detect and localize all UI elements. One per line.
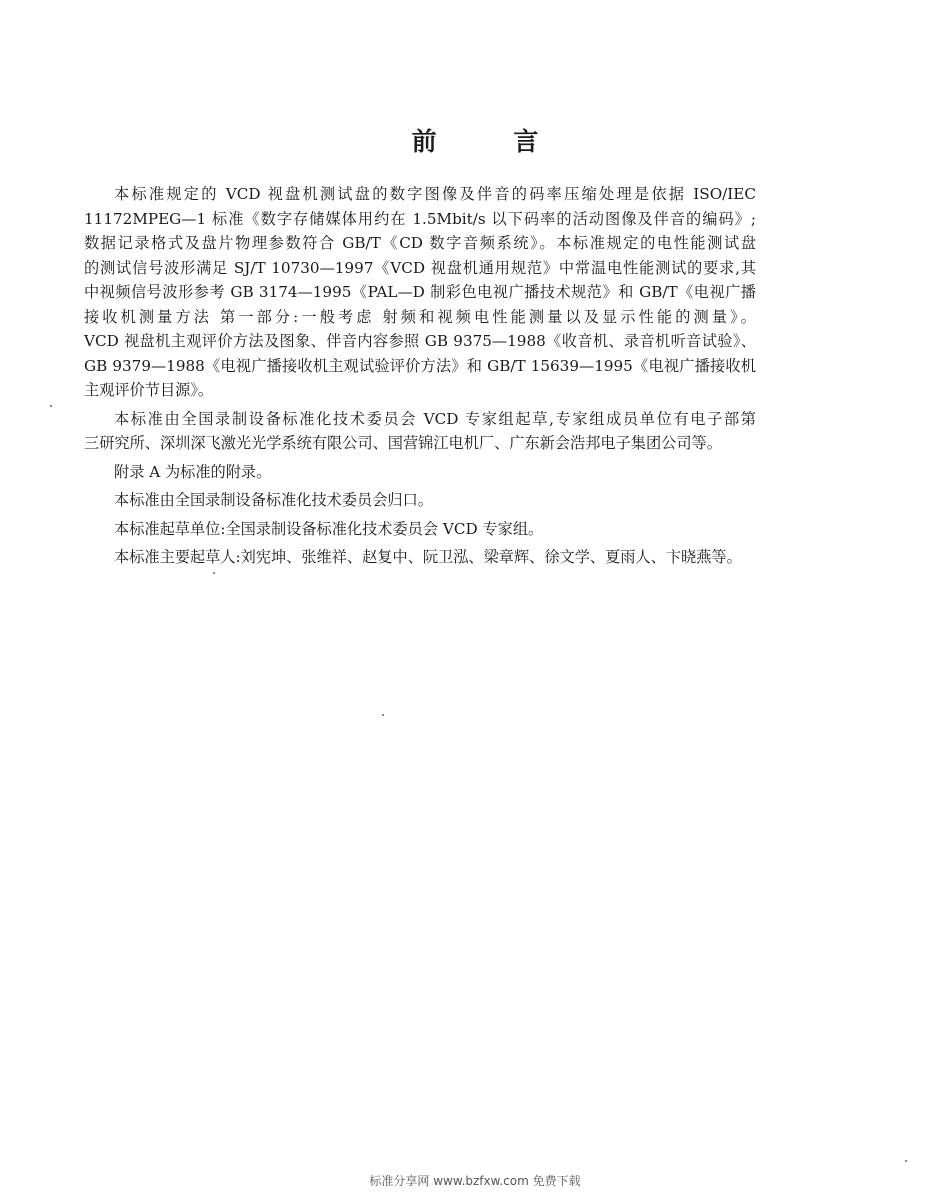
paragraph-line: 本标准由全国录制设备标准化技术委员会 VCD 专家组起草,专家组成员单位有电子部第	[114, 409, 756, 428]
paragraph-line: VCD 视盘机主观评价方法及图象、伴音内容参照 GB 9375—1988《收音机、录音机听音试验》、	[84, 332, 756, 350]
preface-body	[84, 182, 756, 570]
paragraph-line: 接收机测量方法 第一部分:一般考虑 射频和视频电性能测量以及显示性能的测量》。	[84, 307, 756, 326]
paragraph-line: 的测试信号波形满足 SJ/T 10730—1997《VCD 视盘机通用规范》中常温电性能测试的要求,其	[84, 258, 756, 277]
paragraph-line: 本标准由全国录制设备标准化技术委员会归口。	[114, 491, 433, 509]
scan-speck	[213, 572, 215, 574]
paragraph-line: 本标准规定的 VCD 视盘机测试盘的数字图像及伴音的码率压缩处理是依据 ISO/IEC	[114, 185, 756, 203]
footer-watermark: 标准分享网 www.bzfxw.com 免费下载	[369, 1174, 581, 1188]
paragraph-line: 三研究所、深圳深飞激光光学系统有限公司、国营锦江电机厂、广东新会浩邦电子集团公司等。	[84, 434, 722, 452]
paragraph-line: 附录 A 为标准的附录。	[114, 462, 272, 481]
scan-speck	[905, 1160, 907, 1162]
paragraph-line: GB 9379—1988《电视广播接收机主观试验评价方法》和 GB/T 15639—1995《电视广播接收机	[84, 356, 756, 375]
paragraph-responsible-committee	[84, 488, 756, 513]
page-title: 前 言	[411, 127, 573, 156]
scan-speck	[382, 714, 384, 716]
paragraph-line: 11172MPEG—1 标准《数字存储媒体用约在 1.5Mbit/s 以下码率的活动图像及伴音的编码》;	[84, 209, 756, 228]
paragraph-drafters	[84, 545, 756, 570]
paragraph-line: 主观评价节目源》。	[84, 381, 214, 399]
paragraph-line: 本标准主要起草人:刘宪坤、张维祥、赵复中、阮卫泓、梁章辉、徐文学、夏雨人、卞晓燕等。	[114, 548, 742, 566]
paragraph-line: 本标准起草单位:全国录制设备标准化技术委员会 VCD 专家组。	[114, 519, 544, 538]
paragraph-appendix-note	[84, 460, 756, 485]
scan-speck	[50, 405, 52, 407]
paragraph-line: 数据记录格式及盘片物理参数符合 GB/T《CD 数字音频系统》。本标准规定的电性能测试盘	[84, 234, 756, 252]
paragraph-line: 中视频信号波形参考 GB 3174—1995《PAL—D 制彩色电视广播技术规范》和 GB/T《电视广播	[84, 283, 756, 301]
paragraph-standard-basis	[84, 182, 756, 403]
paragraph-drafting-organization	[84, 407, 756, 456]
paragraph-drafting-unit	[84, 517, 756, 542]
